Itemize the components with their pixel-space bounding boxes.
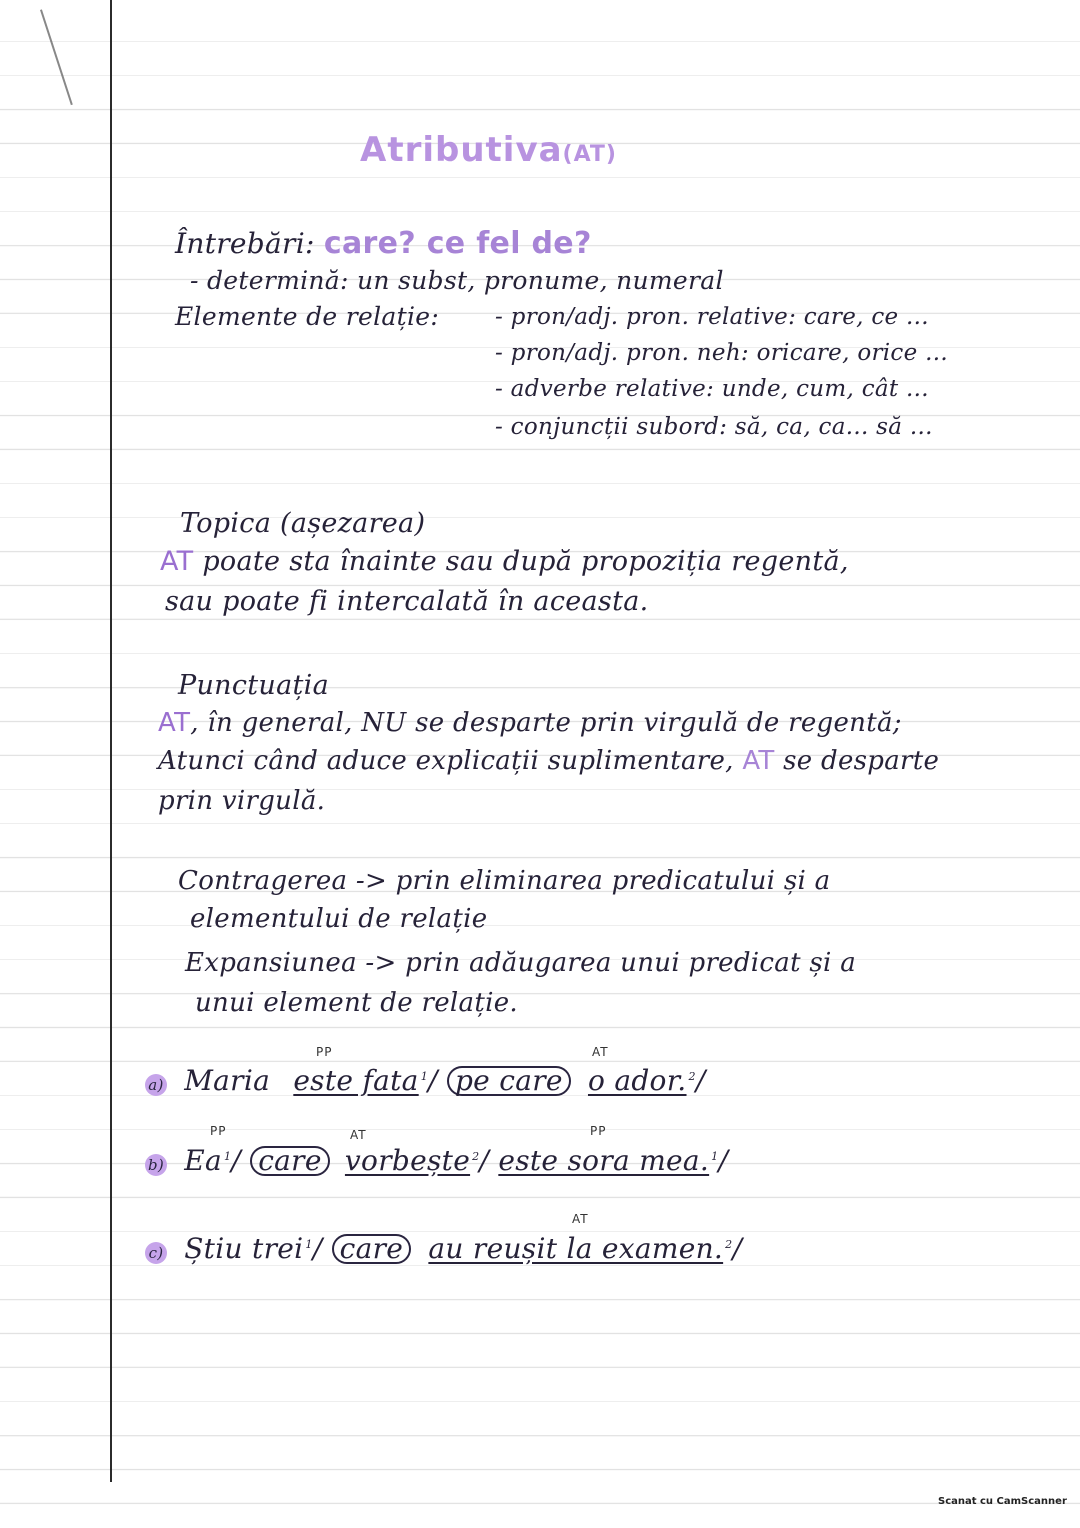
- topica-line-2: sau poate fi intercalată în aceasta.: [165, 586, 649, 617]
- example-word: este fata: [293, 1064, 419, 1097]
- circled-relation: care: [250, 1146, 330, 1176]
- topica-heading: Topica (așezarea): [180, 508, 426, 539]
- example-word: o ador.: [587, 1064, 687, 1097]
- element-item-4: - conjuncții subord: să, ca, ca... să ...: [495, 414, 933, 440]
- sup-mark: 1: [223, 1149, 232, 1163]
- sup-mark: 1: [420, 1069, 428, 1083]
- element-item-3: - adverbe relative: unde, cum, cât ...: [495, 376, 929, 402]
- label-pp: PP: [590, 1124, 607, 1138]
- example-word: Ea: [184, 1144, 222, 1177]
- element-item-1: - pron/adj. pron. relative: care, ce ...: [495, 304, 929, 330]
- circled-relation: care: [332, 1234, 412, 1264]
- contragerea-line-1: Contragerea -> prin eliminarea predicatului și a: [178, 866, 831, 896]
- scanner-watermark: Scanat cu CamScanner: [938, 1496, 1067, 1507]
- expansiunea-line-1: Expansiunea -> prin adăugarea unui predicat și a: [185, 948, 857, 978]
- sup-mark: 2: [725, 1237, 733, 1251]
- punctuatia-text-1: , în general, NU se desparte prin virgulă de regentă;: [190, 708, 902, 738]
- label-pp: PP: [210, 1124, 227, 1138]
- example-word: Maria: [184, 1064, 271, 1097]
- sup-mark: 1: [305, 1237, 313, 1251]
- questions-line: [175, 226, 592, 261]
- sup-mark: 1: [711, 1149, 719, 1163]
- punctuatia-line-3: prin virgulă.: [158, 786, 326, 816]
- example-word: este sora mea.: [498, 1144, 710, 1177]
- example-bullet: a): [145, 1074, 167, 1096]
- punctuatia-text-2b: se desparte: [783, 746, 940, 776]
- title-abbr: (AT): [562, 142, 617, 167]
- at-tag: AT: [160, 546, 194, 577]
- contragerea-line-2: elementului de relație: [190, 904, 488, 934]
- punctuatia-line-1: [158, 708, 902, 738]
- at-tag: AT: [742, 746, 775, 776]
- punctuatia-text-2a: Atunci când aduce explicații suplimentare,: [158, 746, 734, 776]
- example-word: Știu trei: [184, 1232, 304, 1265]
- example-bullet: b): [145, 1154, 167, 1176]
- elements-label: Elemente de relație:: [175, 302, 440, 331]
- example-bullet: c): [145, 1242, 167, 1264]
- circled-relation: pe care: [447, 1066, 571, 1096]
- example-a: a) Maria este fata $^1$/ pe care o ador. $^2$/: [145, 1064, 706, 1097]
- example-word: vorbește: [344, 1144, 471, 1177]
- topica-text-1: poate sta înainte sau după propoziția regentă,: [193, 546, 849, 577]
- example-word: au reușit la examen.: [428, 1232, 724, 1265]
- sup-mark: 2: [472, 1149, 480, 1163]
- label-pp: PP: [316, 1045, 333, 1059]
- title-main: Atributiva: [360, 130, 563, 170]
- page-title: [360, 130, 617, 170]
- example-b: b) Ea $^1$/ care vorbește $^2$/ este sora mea. $^1$/: [145, 1144, 728, 1177]
- expansiunea-line-2: unui element de relație.: [195, 988, 518, 1018]
- punctuatia-heading: Punctuația: [178, 670, 329, 701]
- pen-mark: [40, 5, 86, 105]
- label-at: AT: [350, 1128, 367, 1142]
- element-item-2: - pron/adj. pron. neh: oricare, orice ...: [495, 340, 948, 366]
- topica-line-1: [160, 546, 849, 577]
- questions-label: Întrebări:: [175, 227, 315, 260]
- margin-line: [110, 0, 112, 1482]
- questions-values: care? ce fel de?: [323, 226, 592, 261]
- at-tag: AT: [158, 708, 191, 738]
- label-at: AT: [572, 1212, 589, 1226]
- punctuatia-line-2: [158, 746, 939, 776]
- example-c: c) Știu trei $^1$/ care au reușit la examen. $^2$/: [145, 1232, 742, 1265]
- sup-mark: 2: [688, 1069, 696, 1083]
- label-at: AT: [592, 1045, 609, 1059]
- determines-line: - determină: un subst, pronume, numeral: [190, 266, 724, 295]
